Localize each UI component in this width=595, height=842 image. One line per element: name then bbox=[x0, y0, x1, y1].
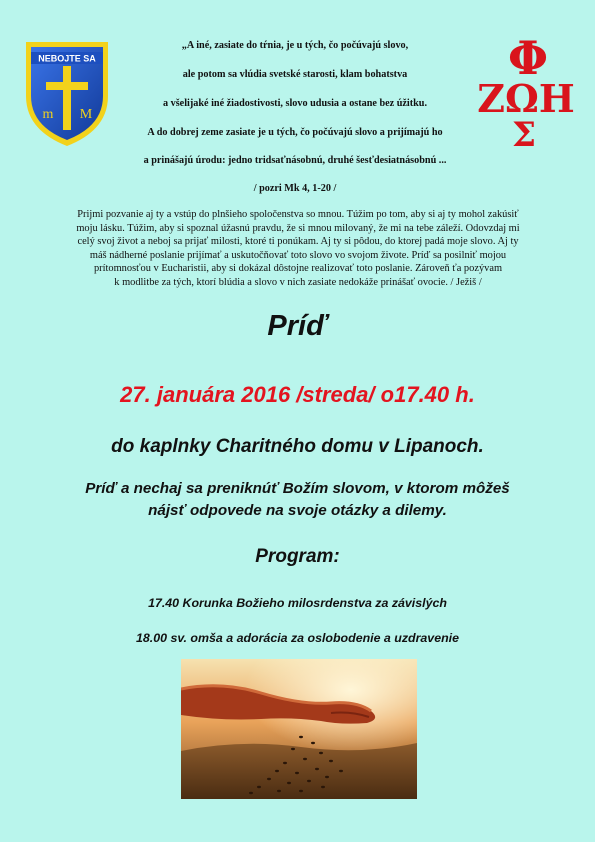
logo-letter-right: M bbox=[79, 107, 93, 122]
event-date: 27. januára 2016 /streda/ o17.40 h. bbox=[120, 382, 475, 407]
invite-line: Príď a nechaj sa preniknúť Božím slovom, v ktorom môžeš bbox=[85, 480, 510, 497]
event-place: do kaplnky Charitného domu v Lipanoch. bbox=[111, 436, 484, 457]
invitation-line: Prijmi pozvanie aj ty a vstúp do plnšieho spoločenstva so mnou. Túžim po tom, aby si aj ty mohol zakúsiť bbox=[77, 209, 519, 220]
quote-line: A do dobrej zeme zasiate je u tých, čo počúvajú slovo a prijímajú ho bbox=[147, 127, 443, 138]
invite-line: nájsť odpovede na svoje otázky a dilemy. bbox=[148, 502, 447, 519]
program-item: 18.00 sv. omša a adorácia za oslobodenie a uzdravenie bbox=[136, 631, 459, 645]
monogram-top-letter: Φ bbox=[507, 38, 549, 85]
program-item: 17.40 Korunka Božieho milosrdenstva za závislých bbox=[148, 596, 447, 610]
quote-reference: / pozri Mk 4, 1-20 / bbox=[253, 183, 337, 194]
invite-text bbox=[40, 478, 555, 522]
program-title: Program: bbox=[255, 546, 340, 567]
invitation-line: k modlitbe za tých, ktorí blúdia a slovo v nich zasiate nedokáže prinášať ovocie. / Ježiš / bbox=[114, 276, 482, 288]
quote-line: „A iné, zasiate do tŕnia, je u tých, čo počúvajú slovo, bbox=[181, 40, 409, 51]
quote-line: a všelijaké iné žiadostivosti, slovo udusia a ostane bez úžitku. bbox=[162, 98, 428, 109]
headline: Príď bbox=[267, 310, 328, 342]
invitation-line: moju lásku. Túžim, aby si spoznal úžasnú pravdu, že si mnou milovaný, že mi na tebe záleží. Odovzdaj mi bbox=[76, 222, 520, 234]
invitation-line: máš nádherné poslanie prijímať a uskutočňovať toto slovo vo svojom živote. Príď sa posilniť mojou bbox=[89, 249, 507, 261]
monogram-letters: ZΩH bbox=[477, 76, 575, 121]
invitation-line: prítomnosťou v Eucharistii, aby si dokázal dôstojne realizovať toto poslanie. Zároveň ťa pozývam bbox=[93, 263, 503, 275]
logo-letter-left: m bbox=[42, 107, 54, 122]
quote-line: ale potom sa vlúdia svetské starosti, klam bohatstva bbox=[182, 69, 408, 80]
monogram-bottom-letter: Σ bbox=[511, 115, 537, 150]
sowing-hand-image bbox=[181, 659, 417, 799]
shield-cross-icon bbox=[22, 38, 112, 148]
quote-line: a prinášajú úrodu: jedno tridsaťnásobnú, druhé šesťdesiatnásobnú ... bbox=[143, 155, 447, 166]
logo-banner-text: NEBOJTE SA bbox=[38, 53, 96, 64]
invitation-line: celý svoj život a neboj sa prijať milosti, ktoré ti ponúkam. Aj ty si pôdou, do ktorej padá moje slovo. Aj ty bbox=[77, 236, 519, 248]
invitation-paragraph bbox=[38, 208, 558, 290]
